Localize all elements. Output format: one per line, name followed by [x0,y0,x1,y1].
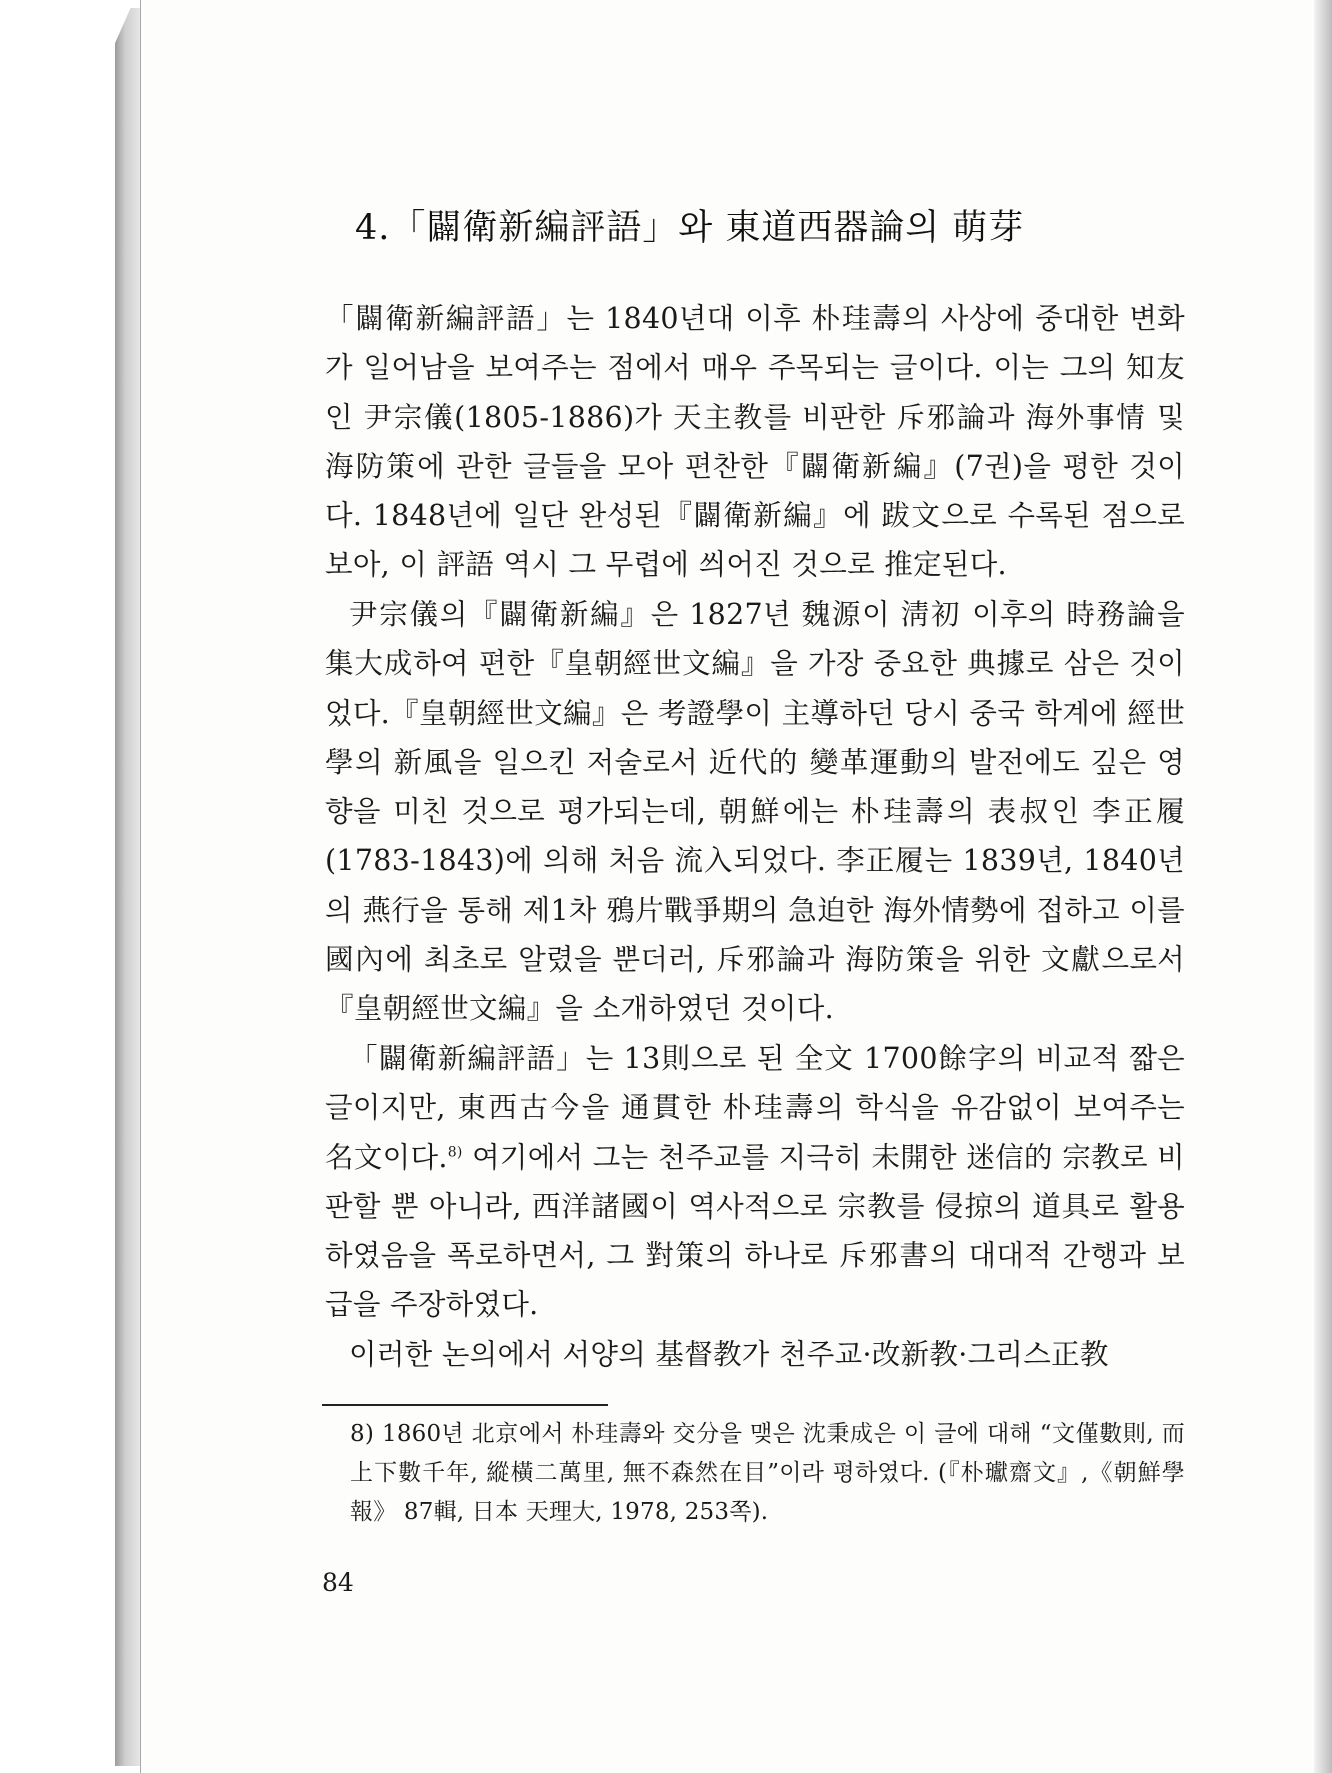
footnote-divider [322,1404,608,1406]
paragraph-3-continued: 여기에서 그는 천주교를 지극히 未開한 迷信的 宗教로 비판할 뿐 아니라, 西洋諸國이 역사적으로 宗教를 侵掠의 道具로 활용하였음을 폭로하면서, 그 對策의 하나로 斥邪書의 대대적 간행과 보급을 주장하였다. [325,1140,1185,1322]
footnote-text: 1860년 北京에서 朴珪壽와 交分을 맺은 沈秉成은 이 글에 대해 “文僅數則, 而上下數千年, 縱橫二萬里, 無不森然在目”이라 평하였다. (『朴瓛齋文』,《朝鮮學報》 87輯, 日本 天理大, 1978, 253쪽). [350,1421,1185,1525]
paragraph-4: 이러한 논의에서 서양의 基督教가 천주교·改新教·그리스正教 [349,1338,1109,1371]
paragraph-3-text: 「闢衛新編評語」는 13則으로 된 全文 1700餘字의 비교적 짧은 글이지만, 東西古今을 通貫한 朴珪壽의 학식을 유감없이 보여주는 名文이다. [325,1042,1185,1174]
book-edge-left [115,8,141,1766]
paragraph-3 [325,1034,1185,1330]
footnote-reference: 8) [447,1144,463,1161]
book-edge-right [1314,0,1332,1773]
paragraph-2: 尹宗儀의『闢衛新編』은 1827년 魏源이 淸初 이후의 時務論을 集大成하여 편한『皇朝經世文編』을 가장 중요한 典據로 삼은 것이었다.『皇朝經世文編』은 考證學이 主導하던 당시 중국 학계에 經世學의 新風을 일으킨 저술로서 近代的 變革運動의 발전에도 깊은 영향을 미친 것으로 평가되는데, 朝鮮에는 朴珪壽의 表叔인 李正履(1783-1843)에 의해 처음 流入되었다. 李正履는 1839년, 1840년의 燕行을 통해 제1차 鴉片戰爭期의 急迫한 海外情勢에 접하고 이를 國內에 최초로 알렸을 뿐더러, 斥邪論과 海防策을 위한 文獻으로서『皇朝經世文編』을 소개하였던 것이다. [325,598,1185,1026]
footnote [350,1415,1185,1532]
footnote-number: 8) [350,1421,375,1447]
section-heading: 4.「闢衛新編評語」와 東道西器論의 萌芽 [355,208,1025,248]
page-number: 84 [322,1568,354,1597]
paragraph-1: 「闢衛新編評語」는 1840년대 이후 朴珪壽의 사상에 중대한 변화가 일어남을 보여주는 점에서 매우 주목되는 글이다. 이는 그의 知友인 尹宗儀(1805-1886)가 天主教를 비판한 斥邪論과 海外事情 및 海防策에 관한 글들을 모아 편찬한『闢衛新編』(7권)을 평한 것이다. 1848년에 일단 완성된『闢衛新編』에 跋文으로 수록된 점으로 보아, 이 評語 역시 그 무렵에 씌어진 것으로 推定된다. [325,302,1185,582]
